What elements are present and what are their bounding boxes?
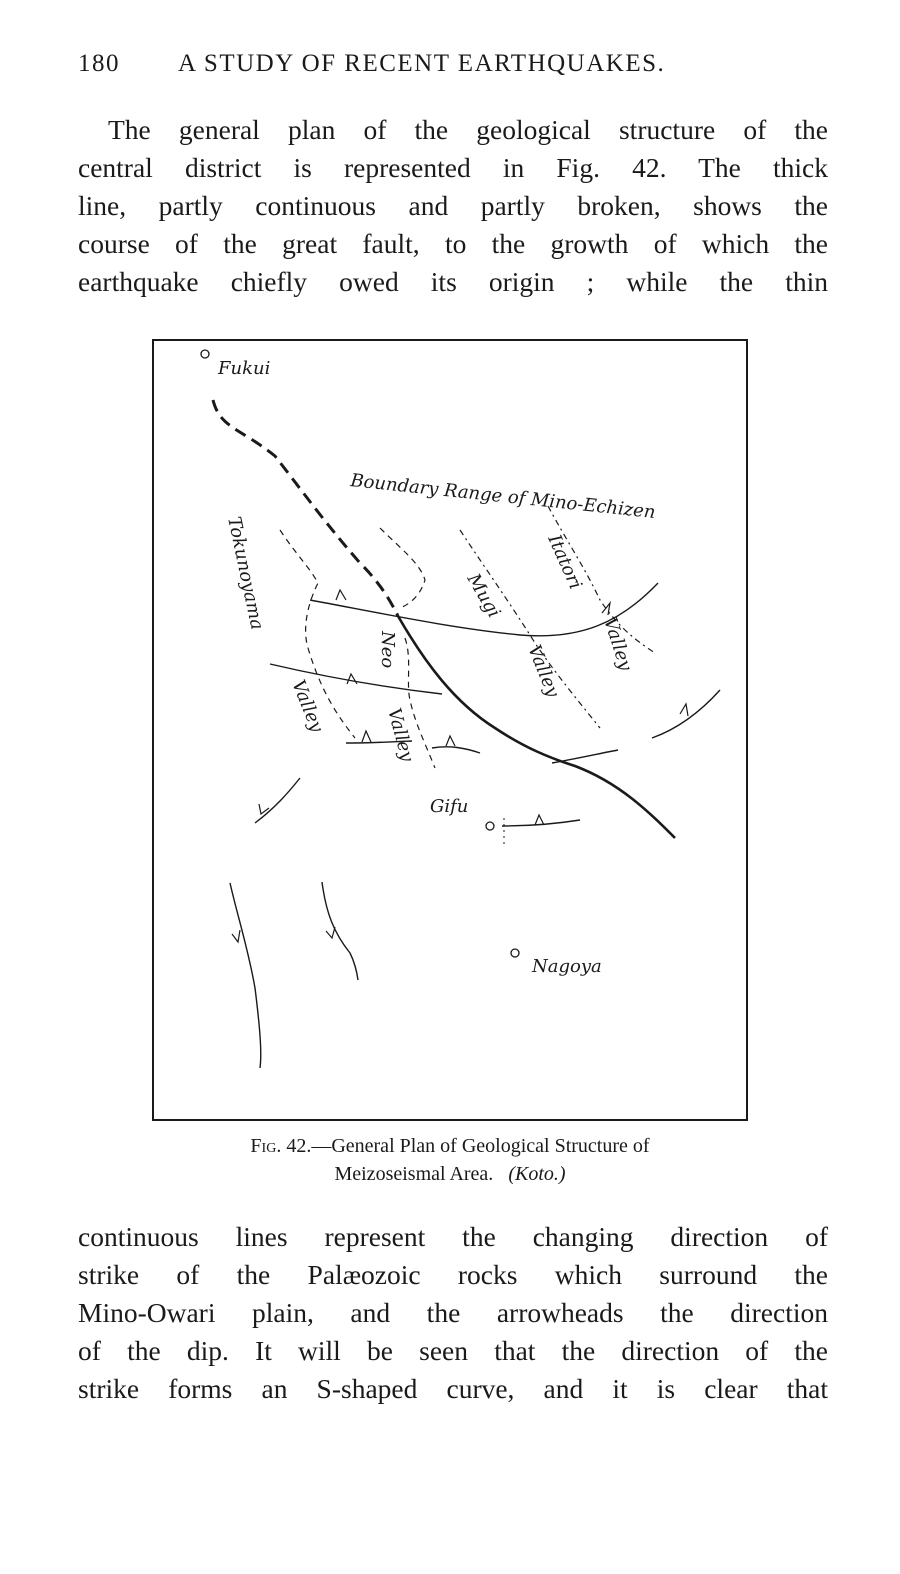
text-line: earthquake chiefly owed its origin ; while the thin xyxy=(78,266,828,297)
caption-title-2: Meizoseismal Area. xyxy=(334,1163,494,1185)
label-mugi: Mugi xyxy=(462,570,505,622)
figure-caption-line-1 xyxy=(150,1132,750,1160)
geological-map-figure xyxy=(150,338,750,1122)
text-line: course of the great fault, to the growth of which the xyxy=(78,228,828,259)
figure-number: Fig. 42. xyxy=(250,1135,312,1157)
label-tokunoyama: Tokunoyama xyxy=(223,514,268,632)
paragraph-1 xyxy=(78,111,828,301)
text-line: strike of the Palæozoic rocks which surround the xyxy=(78,1259,828,1290)
page-header xyxy=(78,50,738,84)
text-line: strike forms an S-shaped curve, and it is clear that xyxy=(78,1373,828,1404)
mugi-valley-line xyxy=(460,530,600,728)
running-title: A STUDY OF RECENT EARTHQUAKES. xyxy=(178,50,666,77)
caption-title-1: —General Plan of Geological Structure of xyxy=(311,1135,650,1157)
text-line: central district is represented in Fig. 42. The thick xyxy=(78,152,828,183)
label-fukui: Fukui xyxy=(218,358,271,379)
text-line: continuous lines represent the changing direction of xyxy=(78,1221,828,1252)
label-mugi-valley: Valley xyxy=(523,642,564,701)
dip-arrowhead xyxy=(232,930,240,942)
fukui-marker xyxy=(201,350,209,358)
dip-arrowhead xyxy=(535,815,544,825)
caption-attribution: (Koto.) xyxy=(508,1163,566,1185)
dip-arrowhead xyxy=(347,674,357,684)
geological-map xyxy=(150,338,750,1122)
strike-line xyxy=(652,690,720,738)
dip-arrowhead xyxy=(326,927,335,938)
strike-line xyxy=(432,747,480,753)
label-neo-valley: Valley xyxy=(383,705,418,764)
dip-arrowhead xyxy=(362,731,371,742)
strike-line xyxy=(230,883,261,1068)
label-boundary-range: Boundary Range of Mino-Echizen xyxy=(349,470,657,524)
page-number: 180 xyxy=(78,50,120,77)
nagoya-marker xyxy=(511,949,519,957)
text-line: of the dip. It will be seen that the direction of the xyxy=(78,1335,828,1366)
paragraph-2 xyxy=(78,1218,828,1408)
label-neo: Neo xyxy=(377,631,398,669)
strike-line xyxy=(502,820,580,826)
text-line: line, partly continuous and partly broken, shows the xyxy=(78,190,828,221)
dip-arrowhead xyxy=(336,590,346,600)
text-line: Mino-Owari plain, and the arrowheads the direction xyxy=(78,1297,828,1328)
dip-arrowhead xyxy=(446,736,455,746)
map-frame xyxy=(153,340,747,1120)
label-itatori: Itatori xyxy=(543,531,587,593)
strike-line xyxy=(552,750,618,763)
figure-caption-line-2 xyxy=(150,1160,750,1188)
strike-line xyxy=(322,882,358,980)
label-itatori-valley: Valley xyxy=(599,615,637,674)
label-tokunoyama-valley: Valley xyxy=(287,677,328,736)
label-gifu: Gifu xyxy=(430,796,469,817)
dip-arrowhead xyxy=(680,704,688,716)
gifu-marker xyxy=(486,822,494,830)
strike-line xyxy=(255,778,300,823)
label-nagoya: Nagoya xyxy=(532,956,602,977)
text-line: The general plan of the geological structure of the xyxy=(108,114,828,145)
